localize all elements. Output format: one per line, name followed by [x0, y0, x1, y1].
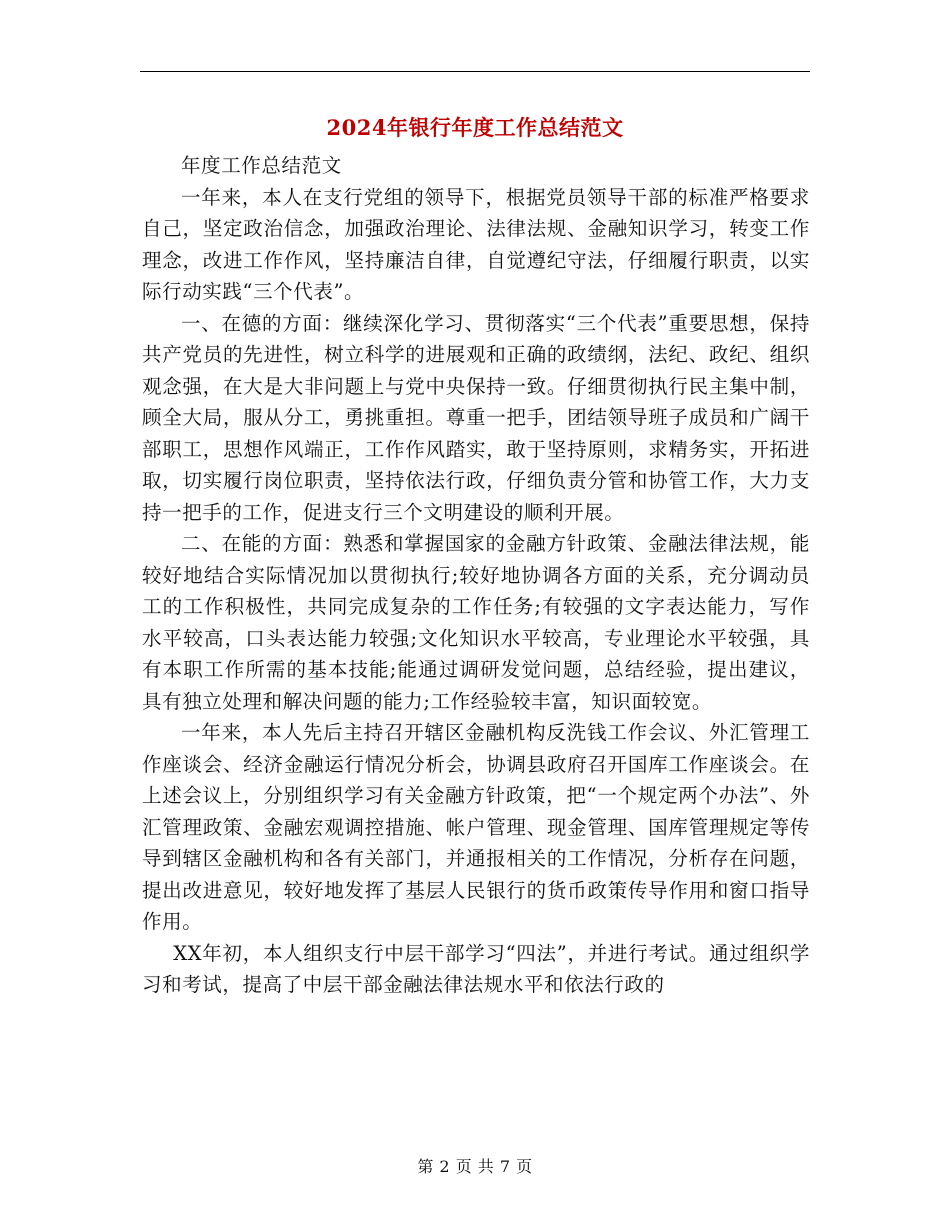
paragraph-ability: 二、在能的方面：熟悉和掌握国家的金融方针政策、金融法律法规，能较好地结合实际情况加以贯彻执行;较好地协调各方面的关系，充分调动员工的工作积极性，共同完成复杂的工作任务;有较强的文字表达能力，写作水平较高，口头表达能力较强;文化知识水平较高，专业理论水平较强，具有本职工作所需的基本技能;能通过调研发觉问题，总结经验，提出建议，具有独立处理和解决问题的能力;工作经验较丰富，知识面较宽。: [142, 532, 810, 713]
document-title: 2024年银行年度工作总结范文: [326, 115, 624, 140]
paragraph-morality: 一、在德的方面：继续深化学习、贯彻落实“三个代表”重要思想，保持共产党员的先进性，树立科学的进展观和正确的政绩纲，法纪、政纪、组织观念强，在大是大非问题上与党中央保持一致。仔细贯彻执行民主集中制，顾全大局，服从分工，勇挑重担。尊重一把手，团结领导班子成员和广阔干部职工，思想作风端正，工作作风踏实，敢于坚持原则，求精务实，开拓进取，切实履行岗位职责，坚持依法行政，仔细负责分管和协管工作，大力支持一把手的工作，促进支行三个文明建设的顺利开展。: [142, 311, 810, 524]
header-rule: [140, 71, 810, 72]
paragraph-subtitle: 年度工作总结范文: [181, 154, 342, 177]
paragraph-training: XX年初，本人组织支行中层干部学习“四法”，并进行考试。通过组织学习和考试，提高了中层干部金融法律法规水平和依法行政的: [142, 941, 810, 996]
document-body: [142, 150, 810, 1001]
paragraph-intro: 一年来，本人在支行党组的领导下，根据党员领导干部的标准严格要求自己，坚定政治信念，加强政治理论、法律法规、金融知识学习，转变工作理念，改进工作作风，坚持廉洁自律，自觉遵纪守法，仔细履行职责，以实际行动实践“三个代表”。: [142, 185, 810, 303]
page-number-footer: 第 2 页 共 7 页: [417, 1157, 533, 1176]
paragraph-meetings: 一年来，本人先后主持召开辖区金融机构反洗钱工作会议、外汇管理工作座谈会、经济金融运行情况分析会，协调县政府召开国库工作座谈会。在上述会议上，分别组织学习有关金融方针政策，把“一个规定两个办法”、外汇管理政策、金融宏观调控措施、帐户管理、现金管理、国库管理规定等传导到辖区金融机构和各有关部门，并通报相关的工作情况，分析存在问题，提出改进意见，较好地发挥了基层人民银行的货币政策传导作用和窗口指导作用。: [142, 721, 810, 933]
